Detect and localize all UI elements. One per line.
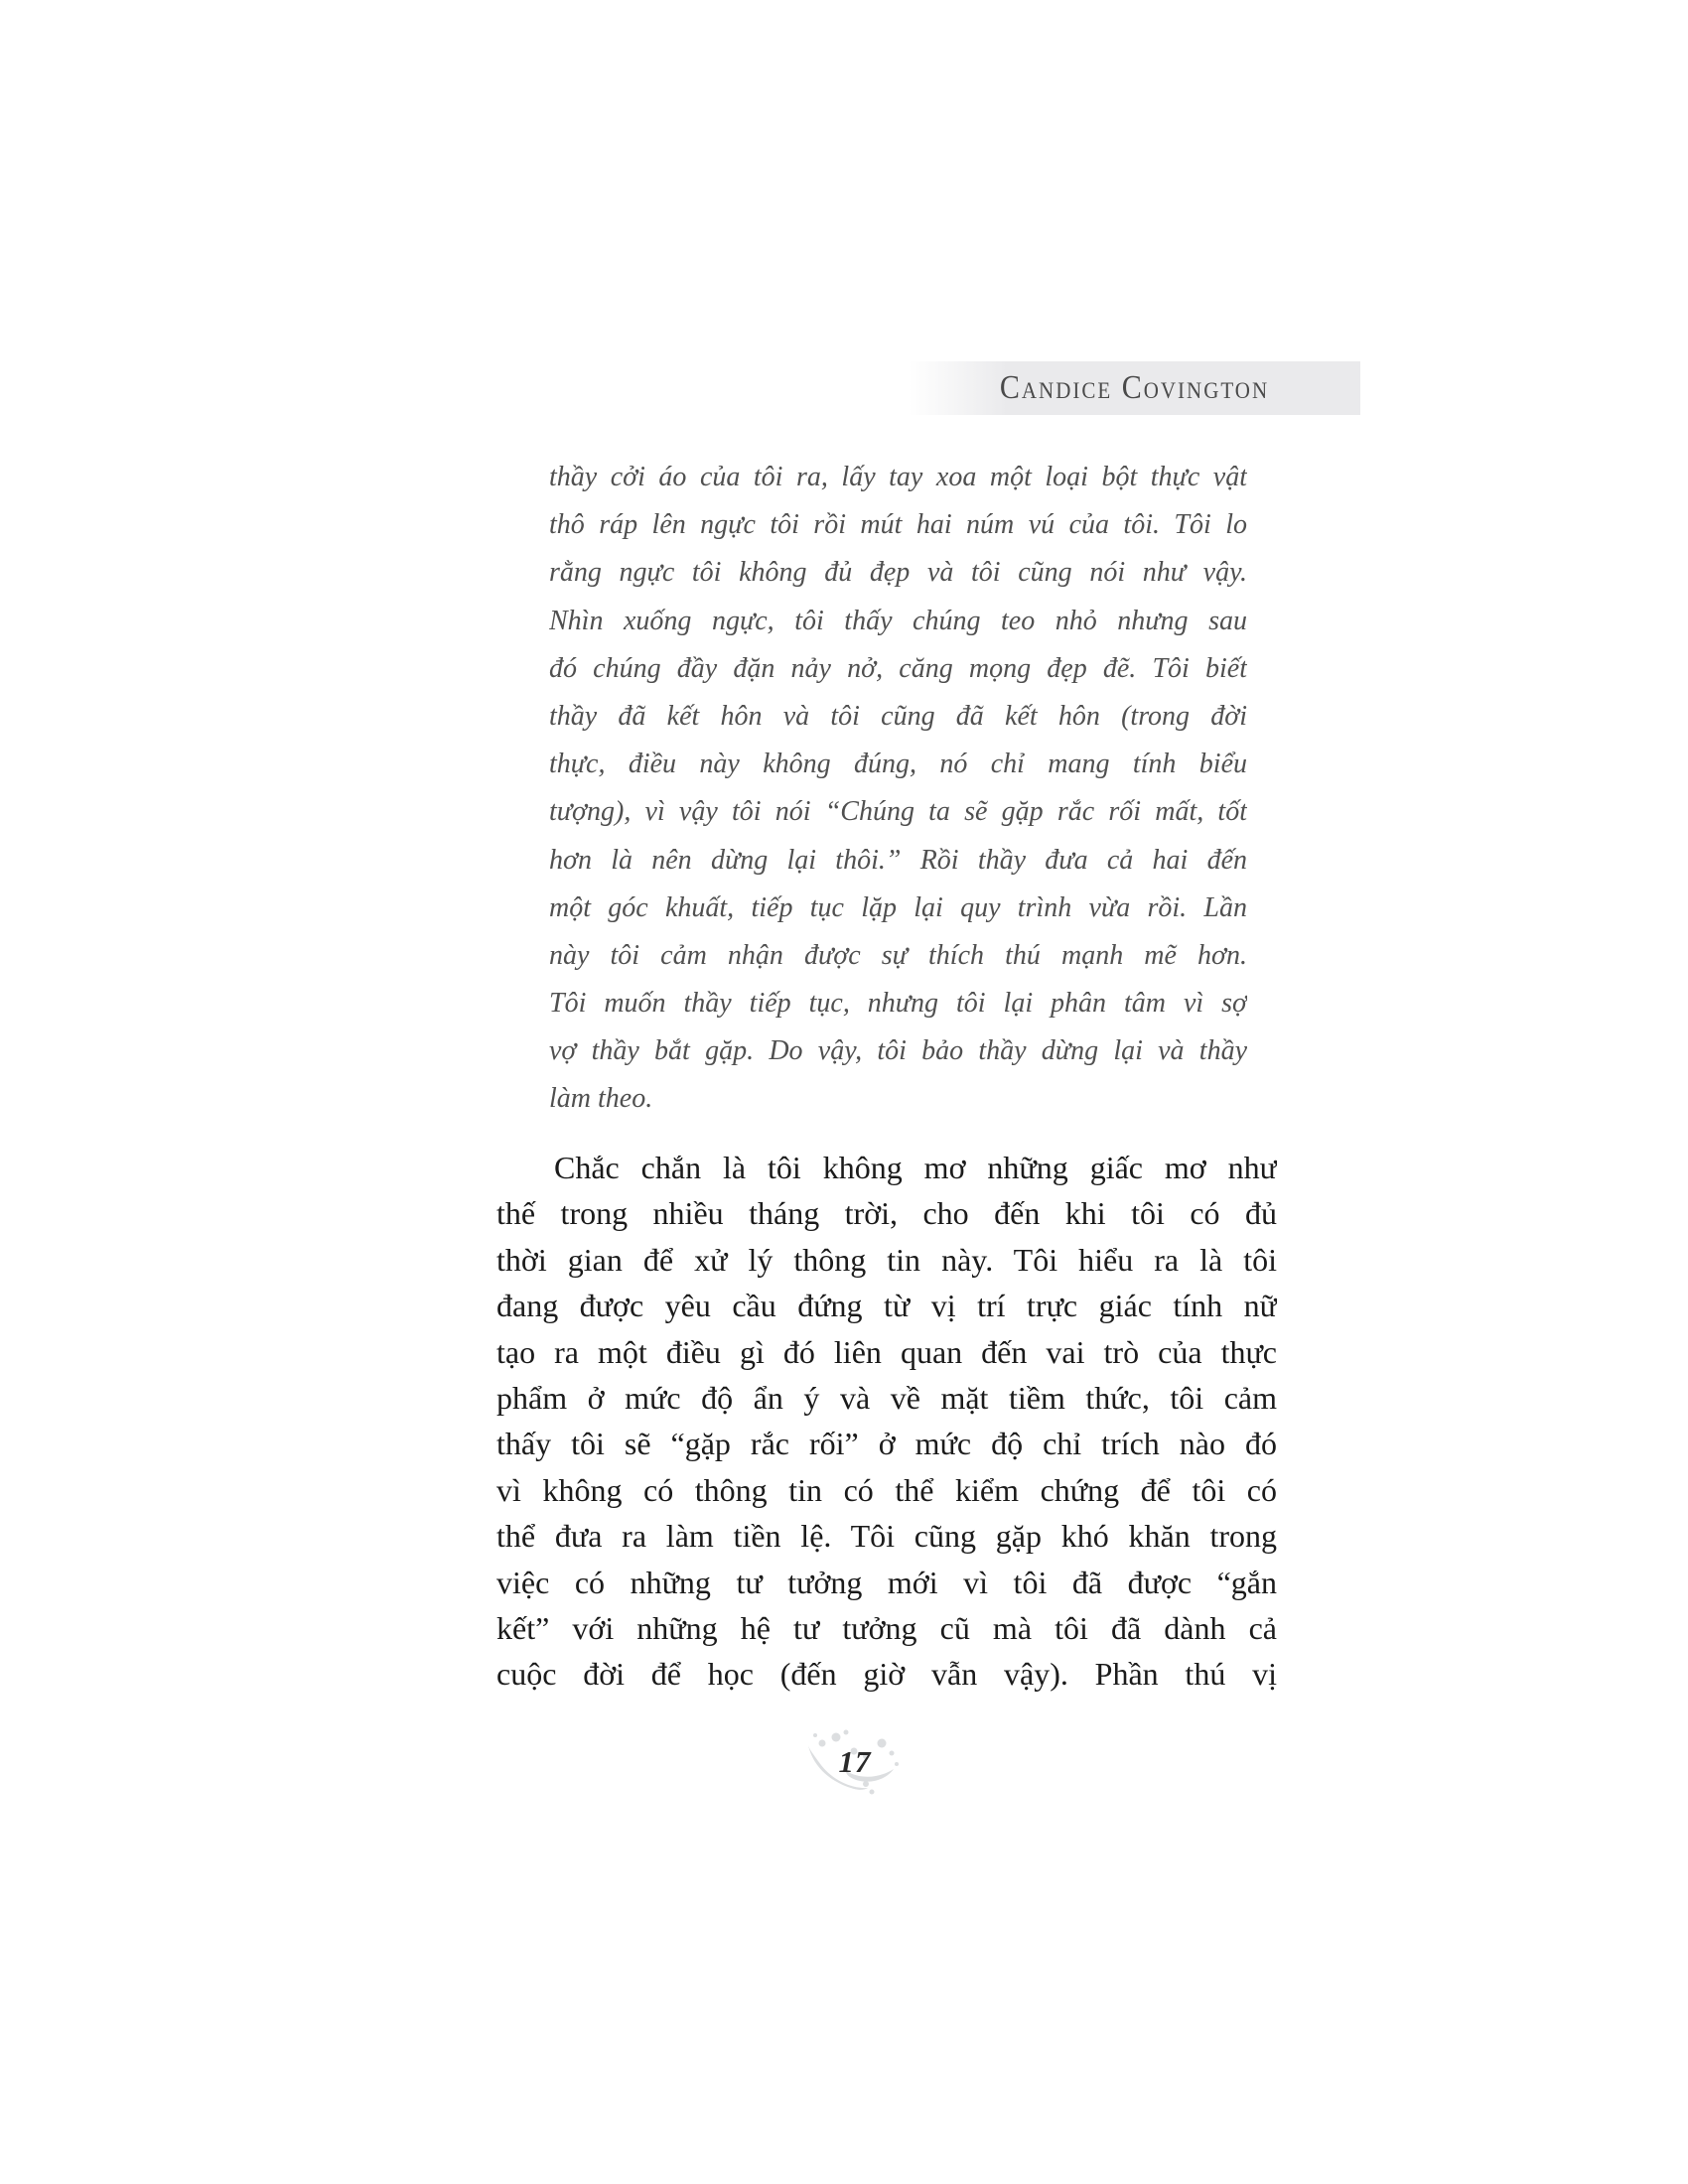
quote-line: thực, điều này không đúng, nó chỉ mang tính biểu [549,749,1247,780]
body-line: thế trong nhiều tháng trời, cho đến khi tôi có đủ [496,1195,1277,1232]
body-line: phẩm ở mức độ ẩn ý và về mặt tiềm thức, tôi cảm [496,1379,1277,1416]
body-line: việc có những tư tưởng mới vì tôi đã được “gắn [496,1564,1277,1600]
body-line: vì không có thông tin có thể kiểm chứng để tôi có [496,1471,1277,1508]
quote-line: thầy cởi áo của tôi ra, lấy tay xoa một loại bột thực vật [549,462,1247,492]
body-line: Chắc chắn là tôi không mơ những giấc mơ như [554,1150,1277,1185]
quote-line: đó chúng đầy đặn nảy nở, căng mọng đẹp đẽ. Tôi biết [549,652,1247,684]
body-line: thời gian để xử lý thông tin này. Tôi hiểu ra là tôi [496,1241,1277,1278]
body-paragraph [496,1145,1277,1698]
quote-line: Tôi muốn thầy tiếp tục, nhưng tôi lại phân tâm vì sợ [549,988,1247,1020]
dream-quote-block [549,454,1247,1124]
quote-line: này tôi cảm nhận được sự thích thú mạnh mẽ hơn. [549,939,1247,971]
quote-line: một góc khuất, tiếp tục lặp lại quy trình vừa rồi. Lần [549,891,1247,923]
running-head-bar [909,361,1360,415]
quote-line: làm theo. [549,1083,653,1115]
quote-line: thầy đã kết hôn và tôi cũng đã kết hôn (trong đời [549,700,1247,732]
quote-line: rằng ngực tôi không đủ đẹp và tôi cũng nói như vậy. [549,557,1247,589]
quote-line: Nhìn xuống ngực, tôi thấy chúng teo nhỏ nhưng sau [549,605,1247,636]
body-line: cuộc đời để học (đến giờ vẫn vậy). Phần thú vị [496,1656,1277,1693]
quote-line: vợ thầy bắt gặp. Do vậy, tôi bảo thầy dừng lại và thầy [549,1035,1247,1067]
page-number: 17 [838,1744,872,1779]
body-line: tạo ra một điều gì đó liên quan đến vai trò của thực [496,1333,1277,1370]
quote-line: tượng), vì vậy tôi nói “Chúng ta sẽ gặp rắc rối mất, tốt [549,796,1247,828]
body-line: kết” với những hệ tư tưởng cũ mà tôi đã dành cả [496,1609,1277,1646]
body-line: đang được yêu cầu đứng từ vị trí trực giác tính nữ [496,1288,1277,1324]
quote-line: hơn là nên dừng lại thôi.” Rồi thầy đưa cả hai đến [549,844,1247,876]
body-line: thấy tôi sẽ “gặp rắc rối” ở mức độ chỉ trích nào đó [496,1426,1277,1462]
author-running-head: Candice Covington [999,368,1270,406]
body-line: thể đưa ra làm tiền lệ. Tôi cũng gặp khó khăn trong [496,1518,1277,1555]
quote-line: thô ráp lên ngực tôi rồi mút hai núm vú của tôi. Tôi lo [549,509,1247,541]
